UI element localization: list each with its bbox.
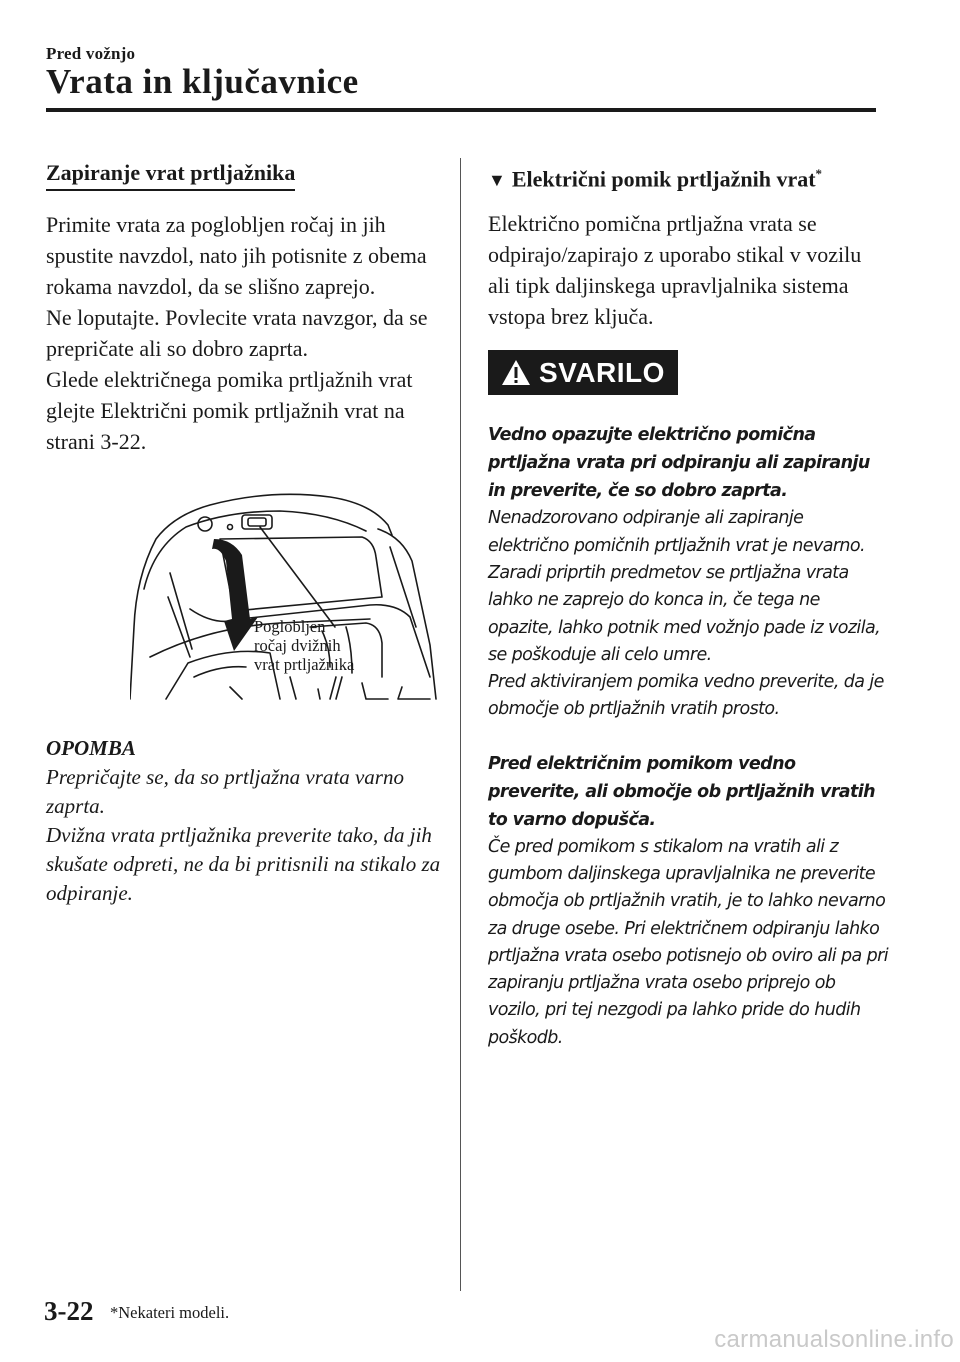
callout-line: Poglobljen [254,617,326,636]
footnote-marker: * [815,166,823,181]
right-column [488,160,888,1052]
paragraph: Ne loputajte. Povlecite vrata navzgor, da se prepričate ali so dobro zaprta. [46,305,428,361]
paragraph: Glede električnega pomika prtljažnih vrat glejte Električni pomik prtljažnih vrat na strani 3-22. [46,367,413,454]
column-divider [460,158,461,1291]
intro-paragraph: Električno pomična prtljažna vrata se odpirajo/zapirajo z uporabo stikal v vozilu ali tipk daljinskega upravljalnika sistema vstopa brez ključa. [488,211,862,330]
warning-label: SVARILO [539,356,665,388]
paragraph: Primite vrata za poglobljen ročaj in jih spustite navzdol, nato jih potisnite z obema rokama navzdol, da se slišno zaprejo. [46,212,427,299]
note-text: Dvižna vrata prtljažnika preverite tako, da jih skušate odpreti, ne da bi pritisnili na stikalo za odpiranje. [46,823,441,905]
heading-text: Električni pomik prtljažnih vrat [511,166,816,192]
page-number: 3-22 [44,1296,94,1326]
section-label: Pred vožnjo [46,44,136,63]
callout-line: vrat prtljažnika [254,655,355,674]
callout-line: ročaj dvižnih [254,636,341,655]
warning-bold-text: Pred električnim pomikom vedno preverite, ali območje ob prtljažnih vratih to varno dopušča. [488,753,875,830]
chapter-title: Vrata in ključavnice [46,62,359,101]
footnote: *Nekateri modeli. [110,1303,230,1322]
section-heading-closing-tailgate: Zapiranje vrat prtljažnika [46,160,295,191]
warning-group [488,421,888,723]
warning-triangle-icon [501,359,531,386]
note-block [46,733,446,908]
left-paragraphs [46,209,446,457]
figure-callout [254,617,354,674]
warning-bold-text: Vedno opazujte električno pomična prtljažna vrata pri odpiranju ali zapiranju in preverite, če so dobro zaprta. [488,425,870,502]
left-column [46,160,446,908]
warning-text: Nenadzorovano odpiranje ali zapiranje električno pomičnih prtljažnih vrat je nevarno. Zaradi priprtih predmetov se prtljažna vrata lahko ne zaprejo do konca in, če tega ne opazite, lahko potnik med vožnjo pade iz vozila, se poškoduje ali celo umre. [488,508,881,665]
warning-badge [488,350,678,395]
section-heading-power-liftgate [488,160,888,194]
warning-text: Pred aktiviranjem pomika vedno preverite, da je območje ob prtljažnih vratih prosto. [488,672,884,720]
watermark: carmanualsonline.info [714,1326,954,1353]
header-rule [46,108,876,112]
note-title: OPOMBA [46,736,136,760]
note-text: Prepričajte se, da so prtljažna vrata varno zaprta. [46,765,404,818]
warning-group [488,750,888,1052]
tailgate-illustration [130,477,440,703]
warning-text: Če pred pomikom s stikalom na vratih ali z gumbom daljinskega upravljalnika ne preverite območja ob prtljažnih vratih, je to lahko nevarno za druge osebe. Pri električnem odpiranju lahko prtljažna vrata osebo potisnejo ob oviro ali pa pri zapiranju prtljažna vrata osebo priprejo ob vozilo, pri tej nezgodi pa lahko pride do hudih poškodb. [488,836,888,1048]
down-triangle-icon: ▼ [488,170,506,191]
